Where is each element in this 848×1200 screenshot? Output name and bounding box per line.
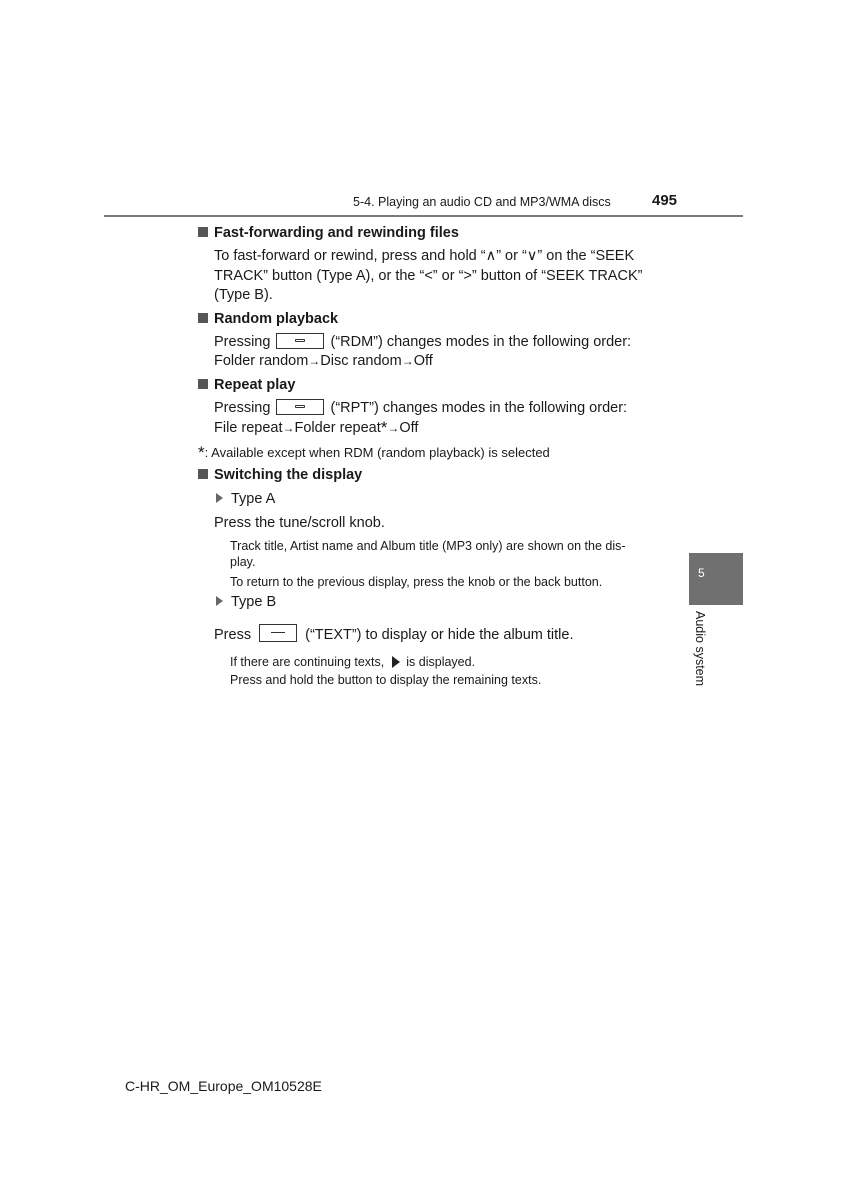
section-heading-fast-forward: Fast-forwarding and rewinding files xyxy=(198,225,459,241)
random-sequence: Folder random→Disc random→Off xyxy=(214,353,433,369)
type-b-text: Press (“TEXT”) to display or hide the album title. xyxy=(214,624,574,646)
square-bullet-icon xyxy=(198,379,208,389)
square-bullet-icon xyxy=(198,227,208,237)
footer-doc-id: C-HR_OM_Europe_OM10528E xyxy=(125,1078,322,1094)
header-title: 5-4. Playing an audio CD and MP3/WMA discs xyxy=(353,195,611,209)
type-a-text: Press the tune/scroll knob. xyxy=(214,515,385,531)
section-heading-random: Random playback xyxy=(198,311,338,327)
text-button-icon xyxy=(259,624,297,642)
repeat-sequence: File repeat→Folder repeat*→Off xyxy=(214,418,419,437)
type-a-label: Type A xyxy=(216,490,275,510)
triangle-bullet-icon xyxy=(216,493,223,503)
section-heading-display: Switching the display xyxy=(198,467,362,483)
note-return: To return to the previous display, press the knob or the back button. xyxy=(230,575,603,589)
fast-forward-line-3: (Type B). xyxy=(214,287,273,303)
square-bullet-icon xyxy=(198,469,208,479)
repeat-desc: Pressing (“RPT”) changes modes in the following order: xyxy=(214,400,628,416)
note-track-title-line-1: Track title, Artist name and Album title (MP3 only) are shown on the dis- xyxy=(230,539,626,553)
chapter-tab-label: Audio system xyxy=(693,611,707,687)
section-heading-repeat: Repeat play xyxy=(198,377,295,393)
type-b-label: Type B xyxy=(216,593,276,613)
rpt-button-icon xyxy=(276,399,324,415)
page-number: 495 xyxy=(652,192,678,209)
header-rule xyxy=(104,215,743,217)
rdm-button-icon xyxy=(276,333,324,349)
square-bullet-icon xyxy=(198,313,208,323)
footnote: *: Available except when RDM (random playback) is selected xyxy=(198,443,550,462)
note-continuing-texts: If there are continuing texts, is displayed. xyxy=(230,655,476,669)
random-desc: Pressing (“RDM”) changes modes in the following order: xyxy=(214,334,632,350)
fast-forward-line-1: To fast-forward or rewind, press and hold “∧” or “∨” on the “SEEK xyxy=(214,248,635,264)
fast-forward-line-2: TRACK” button (Type A), or the “<” or “>” button of “SEEK TRACK” xyxy=(214,268,643,284)
chapter-tab-number: 5 xyxy=(698,566,705,580)
note-track-title-line-2: play. xyxy=(230,555,256,569)
continue-arrow-icon xyxy=(392,656,400,668)
note-press-hold: Press and hold the button to display the remaining texts. xyxy=(230,673,542,687)
triangle-bullet-icon xyxy=(216,596,223,606)
